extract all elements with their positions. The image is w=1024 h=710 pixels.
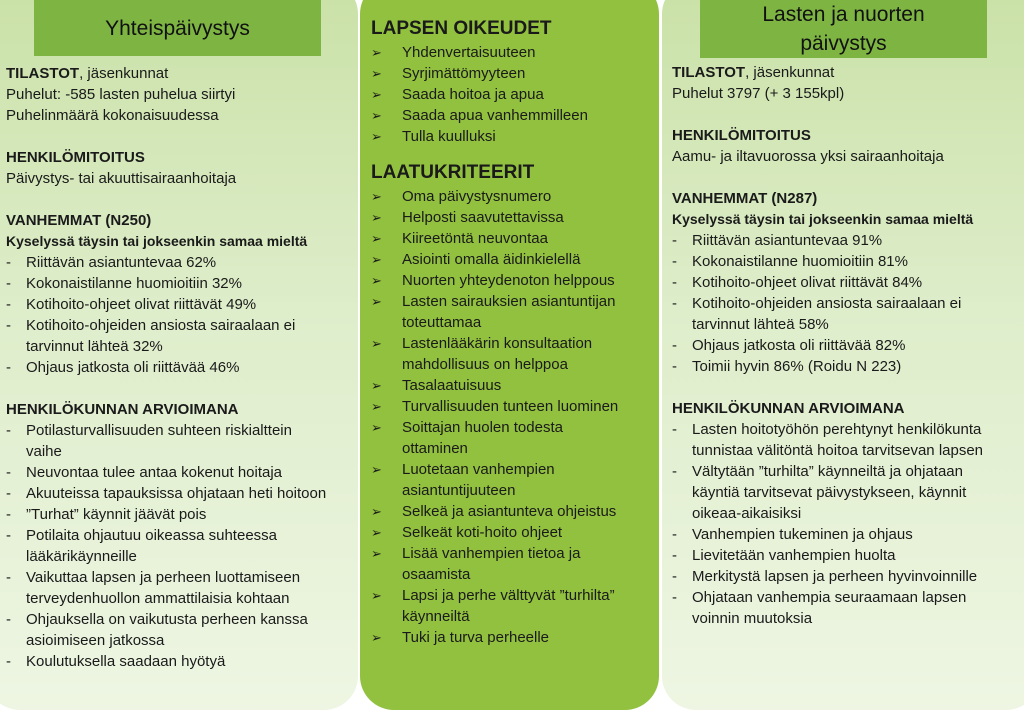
arrow-bullet-icon: ➢ [371, 294, 382, 309]
left-parents-title: VANHEMMAT (N250) [6, 212, 152, 229]
left-column-header [34, 0, 321, 56]
middle-column-content [371, 16, 656, 648]
list-item: - Vanhempien tukeminen ja ohjaus [672, 524, 1017, 545]
list-item: - Kotihoito-ohjeiden ansiosta sairaalaan ei tarvinnut lähteä 32% [6, 315, 326, 357]
list-item: ➢ Turvallisuuden tunteen luominen [371, 398, 619, 415]
right-staffing-title: HENKILÖMITOITUS [672, 127, 811, 144]
list-item: ➢ Soittajan huolen todesta ottaminen [371, 419, 563, 457]
list-item: - Ohjaus jatkosta oli riittävää 46% [6, 357, 356, 378]
list-item: ➢ Asiointi omalla äidinkielellä [371, 251, 581, 268]
list-item: ➢ Lisää vanhempien tietoa ja osaamista [371, 545, 581, 583]
list-item: - Neuvontaa tulee antaa kokenut hoitaja [6, 462, 356, 483]
list-item: - Ohjataan vanhempia seuraamaan lapsen voinnin muutoksia [672, 587, 992, 629]
arrow-bullet-icon: ➢ [371, 108, 382, 123]
right-staff-eval-list [672, 419, 1017, 629]
list-item: ➢ Kiireetöntä neuvontaa [371, 230, 548, 247]
list-item: ➢ Nuorten yhteydenoton helppous [371, 272, 615, 289]
arrow-bullet-icon: ➢ [371, 588, 382, 603]
arrow-bullet-icon: ➢ [371, 210, 382, 225]
list-item: ➢ Syrjimättömyyteen [371, 65, 526, 82]
rights-list [371, 42, 656, 147]
list-item: - Potilaita ohjautuu oikeassa suhteessa lääkärikäynneille [6, 525, 316, 567]
list-item: - Kotihoito-ohjeet olivat riittävät 49% [6, 294, 356, 315]
arrow-bullet-icon: ➢ [371, 252, 382, 267]
list-item: - Kotihoito-ohjeiden ansiosta sairaalaan ei tarvinnut lähteä 58% [672, 293, 1002, 335]
arrow-bullet-icon: ➢ [371, 420, 382, 435]
list-item: - Riittävän asiantuntevaa 91% [672, 230, 1017, 251]
right-header-text: Lasten ja nuorten päivystys [762, 3, 925, 55]
arrow-bullet-icon: ➢ [371, 45, 382, 60]
list-item: - Lasten hoitotyöhön perehtynyt henkilökunta tunnistaa välitöntä hoitoa tarvitsevan lapsen [672, 419, 1017, 461]
arrow-bullet-icon: ➢ [371, 378, 382, 393]
left-staffing-text: Päivystys- tai akuuttisairaanhoitaja [6, 170, 237, 187]
arrow-bullet-icon: ➢ [371, 504, 382, 519]
arrow-bullet-icon: ➢ [371, 630, 382, 645]
arrow-bullet-icon: ➢ [371, 462, 382, 477]
arrow-bullet-icon: ➢ [371, 87, 382, 102]
arrow-bullet-icon: ➢ [371, 399, 382, 414]
list-item: ➢ Luotetaan vanhempien asiantuntijuuteen [371, 461, 555, 499]
right-staffing-text: Aamu- ja iltavuorossa yksi sairaanhoitaja [672, 148, 944, 165]
list-item: ➢ Tasalaatuisuus [371, 377, 502, 394]
list-item: - Vaikuttaa lapsen ja perheen luottamiseen terveydenhuollon ammattilaisia kohtaan [6, 567, 346, 609]
list-item: ➢ Tulla kuulluksi [371, 128, 496, 145]
arrow-bullet-icon: ➢ [371, 189, 382, 204]
list-item: ➢ Lastenlääkärin konsultaation mahdollisuus on helppoa [371, 335, 593, 373]
list-item: - Ohjauksella on vaikutusta perheen kanssa asioimiseen jatkossa [6, 609, 346, 651]
left-survey-title: Kyselyssä täysin tai jokseenkin samaa mieltä [6, 233, 308, 249]
right-stats-suffix: , jäsenkunnat [745, 64, 835, 81]
left-parents-list [6, 252, 356, 378]
list-item: - Lievitetään vanhempien huolta [672, 545, 1017, 566]
list-item: - Kotihoito-ohjeet olivat riittävät 84% [672, 272, 1017, 293]
left-column-content [6, 63, 356, 672]
left-staff-eval-list [6, 420, 356, 672]
left-staff-eval-title: HENKILÖKUNNAN ARVIOIMANA [6, 401, 239, 418]
arrow-bullet-icon: ➢ [371, 273, 382, 288]
list-item: ➢ Oma päivystysnumero [371, 188, 552, 205]
arrow-bullet-icon: ➢ [371, 336, 382, 351]
right-parents-title: VANHEMMAT (N287) [672, 190, 818, 207]
left-stats-line [6, 63, 356, 84]
right-survey-title: Kyselyssä täysin tai jokseenkin samaa mieltä [672, 211, 974, 227]
list-item: - Vältytään ”turhilta” käynneiltä ja ohjataan käyntiä tarvitsevat päivystykseen, käynnit oikeaa-aikaisiksi [672, 461, 1002, 524]
list-item: ➢ Yhdenvertaisuuteen [371, 44, 536, 61]
criteria-title: LAATUKRITEERIT [371, 162, 535, 183]
list-item: ➢ Lapsi ja perhe välttyvät ”turhilta” käynneiltä [371, 587, 615, 625]
left-header-text: Yhteispäivystys [105, 16, 250, 40]
right-column-header [700, 0, 987, 58]
arrow-bullet-icon: ➢ [371, 231, 382, 246]
left-staffing-title: HENKILÖMITOITUS [6, 149, 145, 166]
list-item: - Akuuteissa tapauksissa ohjataan heti hoitoon [6, 483, 356, 504]
right-calls-line: Puhelut 3797 (+ 3 155kpl) [672, 85, 845, 102]
left-stats-suffix: , jäsenkunnat [79, 65, 169, 82]
arrow-bullet-icon: ➢ [371, 525, 382, 540]
left-stats-label: TILASTOT [6, 65, 80, 82]
list-item: - Koulutuksella saadaan hyötyä [6, 651, 356, 672]
right-stats-label: TILASTOT [672, 64, 746, 81]
right-staff-eval-title: HENKILÖKUNNAN ARVIOIMANA [672, 400, 905, 417]
right-stats-line [672, 62, 1017, 83]
left-calls-line1: Puhelut: -585 lasten puhelua siirtyi [6, 86, 236, 103]
right-column-content [672, 62, 1017, 629]
list-item: ➢ Selkeät koti-hoito ohjeet [371, 524, 563, 541]
list-item: ➢ Tuki ja turva perheelle [371, 629, 550, 646]
list-item: ➢ Selkeä ja asiantunteva ohjeistus [371, 503, 617, 520]
list-item: - Kokonaistilanne huomioitiin 81% [672, 251, 1017, 272]
criteria-list [371, 186, 639, 648]
list-item: - Merkitystä lapsen ja perheen hyvinvoinnille [672, 566, 1017, 587]
list-item: - Riittävän asiantuntevaa 62% [6, 252, 356, 273]
list-item: - Ohjaus jatkosta oli riittävää 82% [672, 335, 1017, 356]
list-item: - Kokonaistilanne huomioitiin 32% [6, 273, 356, 294]
rights-title: LAPSEN OIKEUDET [371, 18, 552, 39]
list-item: ➢ Lasten sairauksien asiantuntijan toteuttamaa [371, 293, 616, 331]
right-parents-list [672, 230, 1017, 377]
left-calls-line2: Puhelinmäärä kokonaisuudessa [6, 107, 219, 124]
arrow-bullet-icon: ➢ [371, 129, 382, 144]
list-item: ➢ Saada apua vanhemmilleen [371, 107, 588, 124]
list-item: ➢ Helposti saavutettavissa [371, 209, 564, 226]
list-item: - Toimii hyvin 86% (Roidu N 223) [672, 356, 1017, 377]
list-item: ➢ Saada hoitoa ja apua [371, 86, 544, 103]
list-item: - ”Turhat” käynnit jäävät pois [6, 504, 356, 525]
arrow-bullet-icon: ➢ [371, 66, 382, 81]
arrow-bullet-icon: ➢ [371, 546, 382, 561]
list-item: - Potilasturvallisuuden suhteen riskialttein vaihe [6, 420, 331, 462]
